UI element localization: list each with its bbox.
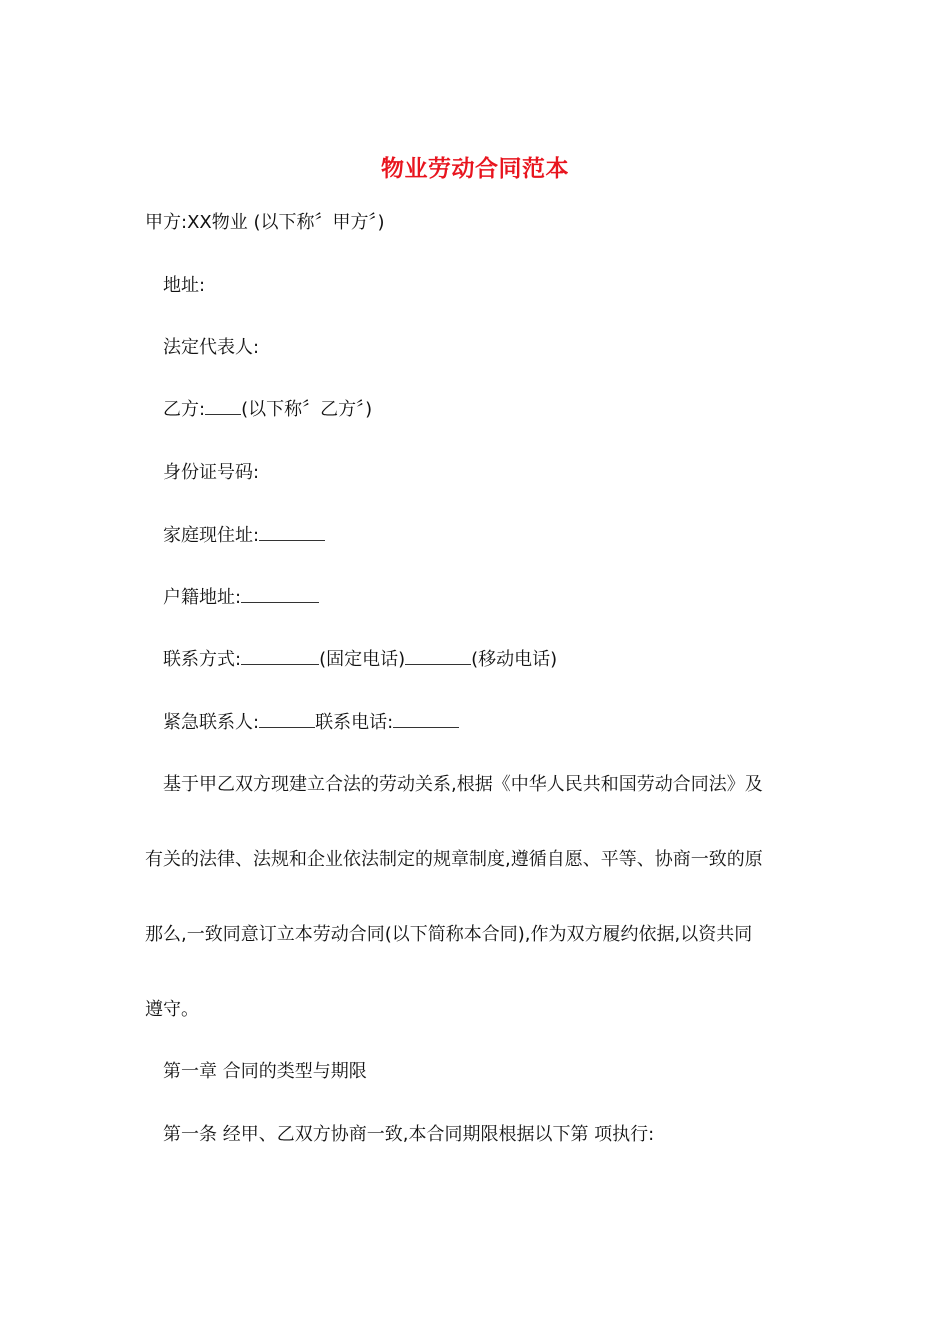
party-b-line [163, 396, 372, 424]
home-address-blank [259, 526, 325, 541]
mobile-blank [405, 650, 471, 665]
party-b-suffix: (以下称〞乙方〞) [241, 399, 373, 420]
article-line: 第一条 经甲、乙双方协商一致,本合同期限根据以下第 项执行: [163, 1124, 655, 1145]
paragraph-line-4: 遵守。 [145, 999, 199, 1020]
contact-label: 联系方式: [163, 649, 242, 670]
emergency-contact-blank [259, 713, 315, 728]
party-b-label: 乙方: [163, 399, 206, 420]
party-b-blank [205, 400, 241, 415]
legal-rep-line: 法定代表人: [163, 337, 260, 358]
landline-label: (固定电话) [319, 649, 406, 670]
document-title: 物业劳动合同范本 [381, 156, 569, 182]
contact-line [163, 646, 557, 674]
paragraph-line-3: 那么,一致同意订立本劳动合同(以下简称本合同),作为双方履约依据,以资共同 [145, 924, 753, 945]
household-address-label: 户籍地址: [163, 587, 242, 608]
chapter-heading: 第一章 合同的类型与期限 [163, 1061, 367, 1082]
emergency-contact-line [163, 709, 459, 737]
emergency-phone-label: 联系电话: [315, 712, 394, 733]
paragraph-line-1: 基于甲乙双方现建立合法的劳动关系,根据《中华人民共和国劳动合同法》及 [163, 774, 763, 795]
household-address-blank [241, 588, 319, 603]
household-address-line [163, 584, 319, 612]
emergency-contact-label: 紧急联系人: [163, 712, 260, 733]
landline-blank [241, 650, 319, 665]
home-address-label: 家庭现住址: [163, 525, 260, 546]
paragraph-line-2: 有关的法律、法规和企业依法制定的规章制度,遵循自愿、平等、协商一致的原 [145, 849, 763, 870]
party-a-line: 甲方:XX物业 (以下称〞甲方〞) [145, 212, 385, 233]
id-number-line: 身份证号码: [163, 462, 260, 483]
home-address-line [163, 522, 325, 550]
emergency-phone-blank [393, 713, 459, 728]
mobile-label: (移动电话) [471, 649, 558, 670]
address-line: 地址: [163, 275, 206, 296]
